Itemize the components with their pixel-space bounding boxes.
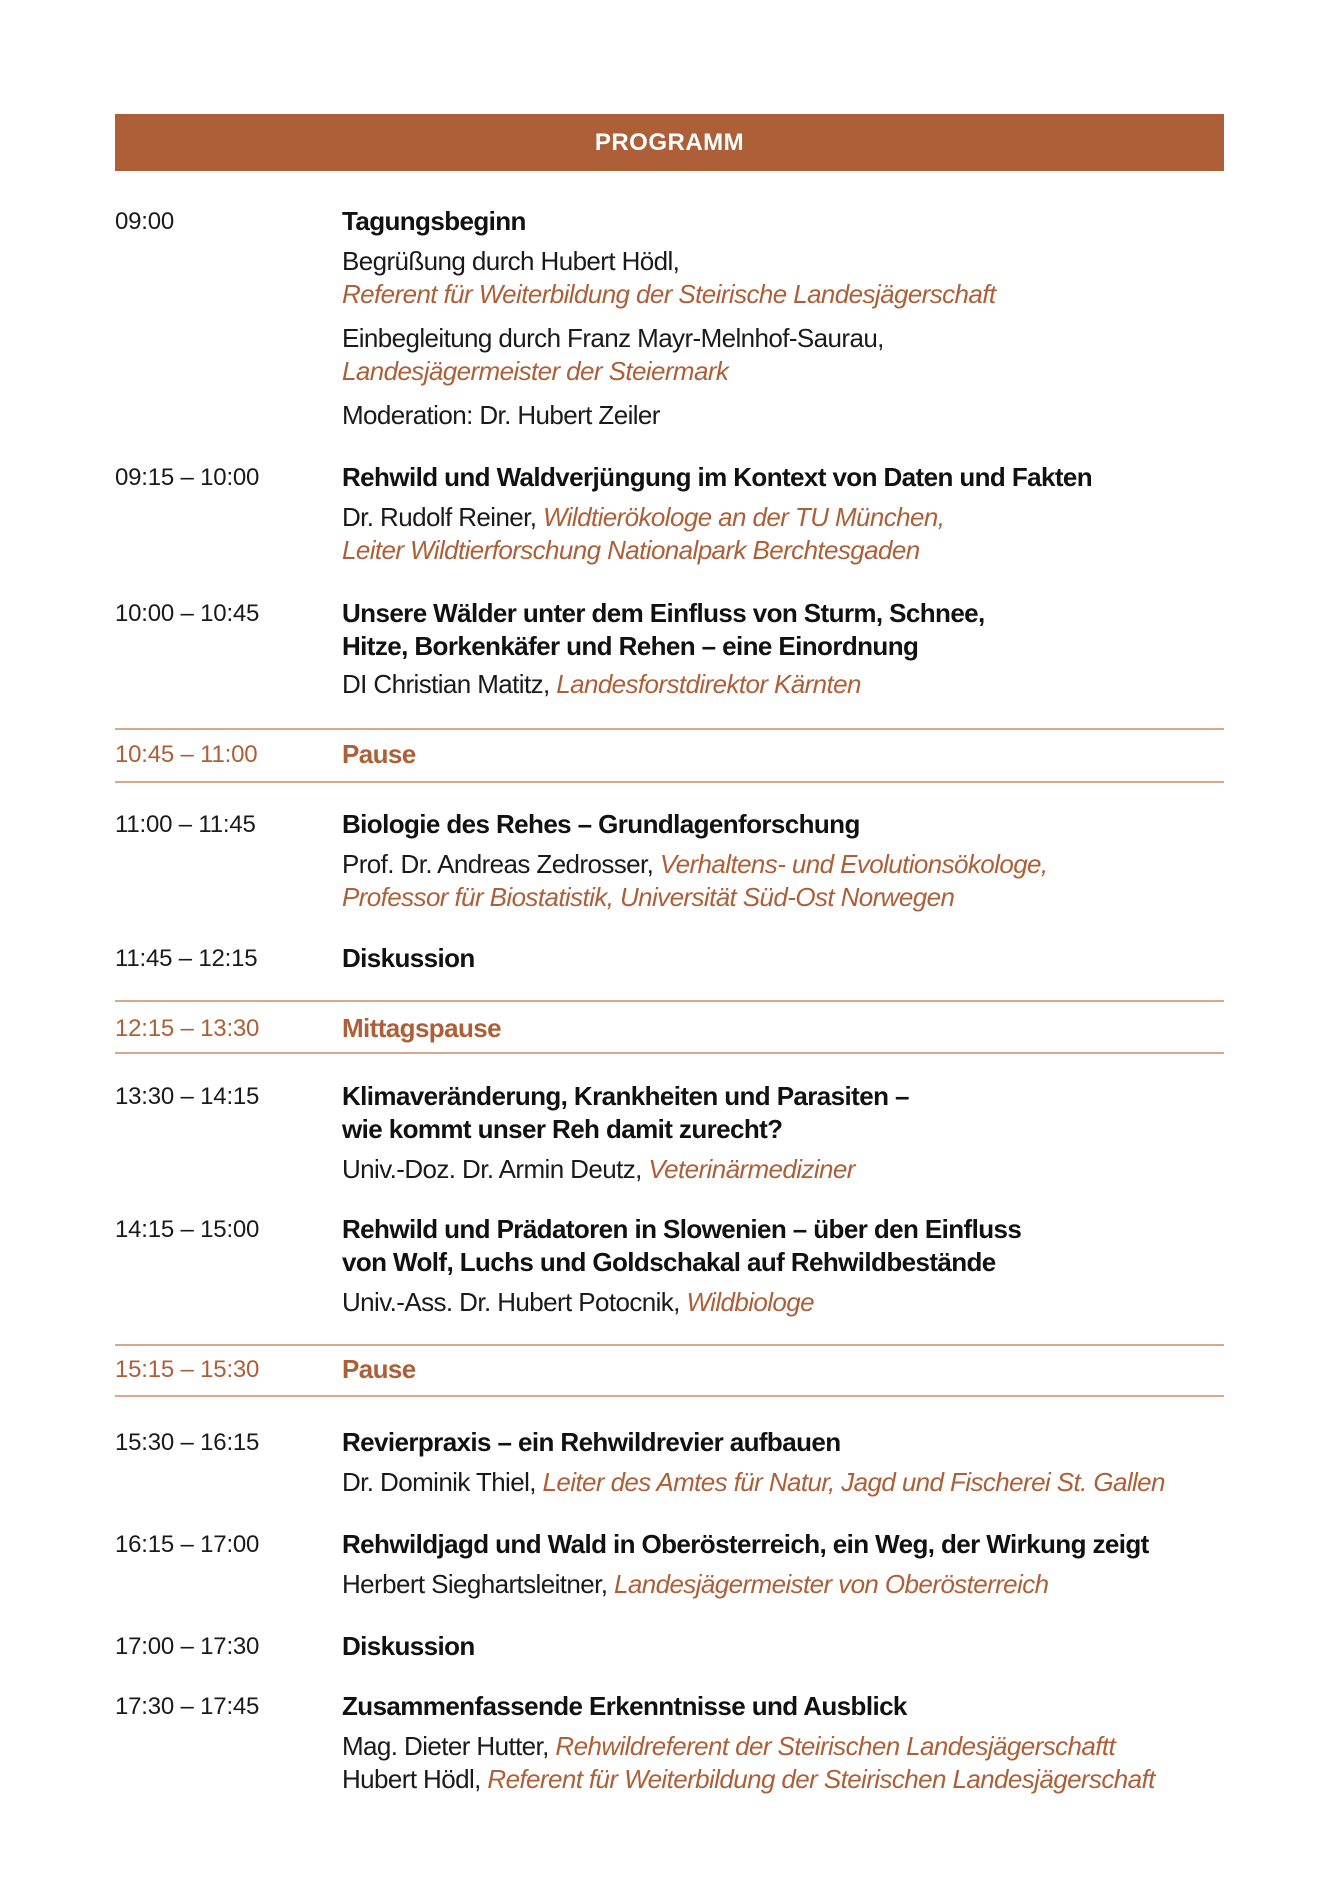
item-title: Mittagspause (342, 1013, 501, 1043)
item-content (342, 1630, 1242, 1663)
item-content (342, 1528, 1242, 1601)
item-title: Klimaveränderung, Krankheiten und Parasiten – (342, 1081, 909, 1111)
item-content (342, 205, 1242, 432)
divider (115, 1052, 1224, 1054)
speaker-line (342, 1763, 1242, 1796)
speaker-role: Verhaltens- und Evolutionsökologe, (659, 849, 1048, 879)
item-line (342, 355, 1242, 388)
speaker-line (342, 1153, 1242, 1186)
speaker-name: Dr. Rudolf Reiner, (342, 502, 544, 532)
speaker-role: Leiter Wildtierforschung Nationalpark Berchtesgaden (342, 535, 920, 565)
speaker-role: Landesjägermeister der Steiermark (342, 356, 729, 386)
speaker-role: Landesjägermeister von Oberösterreich (614, 1569, 1049, 1599)
item-title-line2: wie kommt unser Reh damit zurecht? (342, 1114, 783, 1144)
item-title: Pause (342, 1354, 416, 1384)
speaker-role: Leiter des Amtes für Natur, Jagd und Fischerei St. Gallen (542, 1467, 1165, 1497)
item-time: 14:15 – 15:00 (115, 1216, 260, 1243)
item-line: Begrüßung durch Hubert Hödl, (342, 246, 680, 276)
speaker-name: Herbert Sieghartsleitner, (342, 1569, 614, 1599)
speaker-role: Landesforstdirektor Kärnten (556, 669, 861, 699)
speaker-name: Mag. Dieter Hutter, (342, 1731, 556, 1761)
speaker-line (342, 668, 1242, 701)
item-content (342, 808, 1242, 914)
item-time: 09:00 (115, 208, 175, 235)
speaker-role: Professor für Biostatistik, Universität Süd-Ost Norwegen (342, 882, 955, 912)
item-time: 17:30 – 17:45 (115, 1693, 260, 1720)
speaker-name: Dr. Dominik Thiel, (342, 1467, 543, 1497)
item-title: Diskussion (342, 943, 475, 973)
item-time: 12:15 – 13:30 (115, 1015, 260, 1042)
item-title-line2: von Wolf, Luchs und Goldschakal auf Rehwildbestände (342, 1247, 996, 1277)
item-time: 11:45 – 12:15 (115, 945, 258, 972)
divider (115, 1395, 1224, 1397)
item-line: Einbegleitung durch Franz Mayr-Melnhof-Saurau, (342, 323, 884, 353)
speaker-line (342, 534, 1242, 567)
item-content (342, 1080, 1242, 1186)
item-title: Tagungsbeginn (342, 206, 526, 236)
item-title: Revierpraxis – ein Rehwildrevier aufbauen (342, 1427, 841, 1457)
speaker-line (342, 1568, 1242, 1601)
item-title: Zusammenfassende Erkenntnisse und Ausblick (342, 1691, 907, 1721)
item-content (342, 1426, 1242, 1499)
item-title: Rehwildjagd und Wald in Oberösterreich, ein Weg, der Wirkung zeigt (342, 1529, 1149, 1559)
speaker-name: Prof. Dr. Andreas Zedrosser, (342, 849, 660, 879)
divider (115, 1000, 1224, 1002)
divider (115, 728, 1224, 730)
speaker-line (342, 501, 1242, 534)
item-title: Diskussion (342, 1631, 475, 1661)
speaker-line (342, 1466, 1242, 1499)
speaker-name: DI Christian Matitz, (342, 669, 557, 699)
speaker-role: Wildtierökologe an der TU München, (543, 502, 945, 532)
speaker-line (342, 881, 1242, 914)
item-content (342, 1353, 1242, 1386)
speaker-line (342, 1286, 1242, 1319)
item-title: Unsere Wälder unter dem Einfluss von Sturm, Schnee, (342, 598, 985, 628)
item-title: Rehwild und Prädatoren in Slowenien – über den Einfluss (342, 1214, 1022, 1244)
item-time: 15:15 – 15:30 (115, 1356, 260, 1383)
speaker-role: Referent für Weiterbildung der Steirischen Landesjägerschaft (487, 1764, 1155, 1794)
item-time: 13:30 – 14:15 (115, 1083, 260, 1110)
item-content (342, 1690, 1242, 1796)
item-title: Biologie des Rehes – Grundlagenforschung (342, 809, 860, 839)
item-time: 10:45 – 11:00 (115, 741, 258, 768)
speaker-line (342, 848, 1242, 881)
item-content (342, 461, 1242, 567)
item-line (342, 278, 1242, 311)
divider (115, 1344, 1224, 1346)
program-header (115, 114, 1224, 171)
item-content (342, 942, 1242, 975)
divider (115, 781, 1224, 783)
item-time: 16:15 – 17:00 (115, 1531, 260, 1558)
item-title: Rehwild und Waldverjüngung im Kontext von Daten und Fakten (342, 462, 1093, 492)
item-title-line2: Hitze, Borkenkäfer und Rehen – eine Einordnung (342, 631, 919, 661)
speaker-role: Veterinärmediziner (648, 1154, 855, 1184)
program-title: PROGRAMM (594, 128, 745, 156)
speaker-name: Hubert Hödl, (342, 1764, 488, 1794)
item-line: Moderation: Dr. Hubert Zeiler (342, 400, 660, 430)
item-title: Pause (342, 739, 416, 769)
item-time: 11:00 – 11:45 (115, 811, 256, 838)
item-content (342, 597, 1242, 701)
item-time: 17:00 – 17:30 (115, 1633, 260, 1660)
item-content (342, 738, 1242, 771)
speaker-line (342, 1730, 1242, 1763)
speaker-name: Univ.-Ass. Dr. Hubert Potocnik, (342, 1287, 687, 1317)
speaker-role: Referent für Weiterbildung der Steirische Landesjägerschaft (342, 279, 996, 309)
speaker-role: Wildbiologe (686, 1287, 815, 1317)
speaker-name: Univ.-Doz. Dr. Armin Deutz, (342, 1154, 649, 1184)
item-time: 10:00 – 10:45 (115, 600, 260, 627)
item-content (342, 1012, 1242, 1045)
item-time: 09:15 – 10:00 (115, 464, 260, 491)
item-content (342, 1213, 1242, 1319)
item-time: 15:30 – 16:15 (115, 1429, 260, 1456)
speaker-role: Rehwildreferent der Steirischen Landesjägerschaftt (555, 1731, 1116, 1761)
